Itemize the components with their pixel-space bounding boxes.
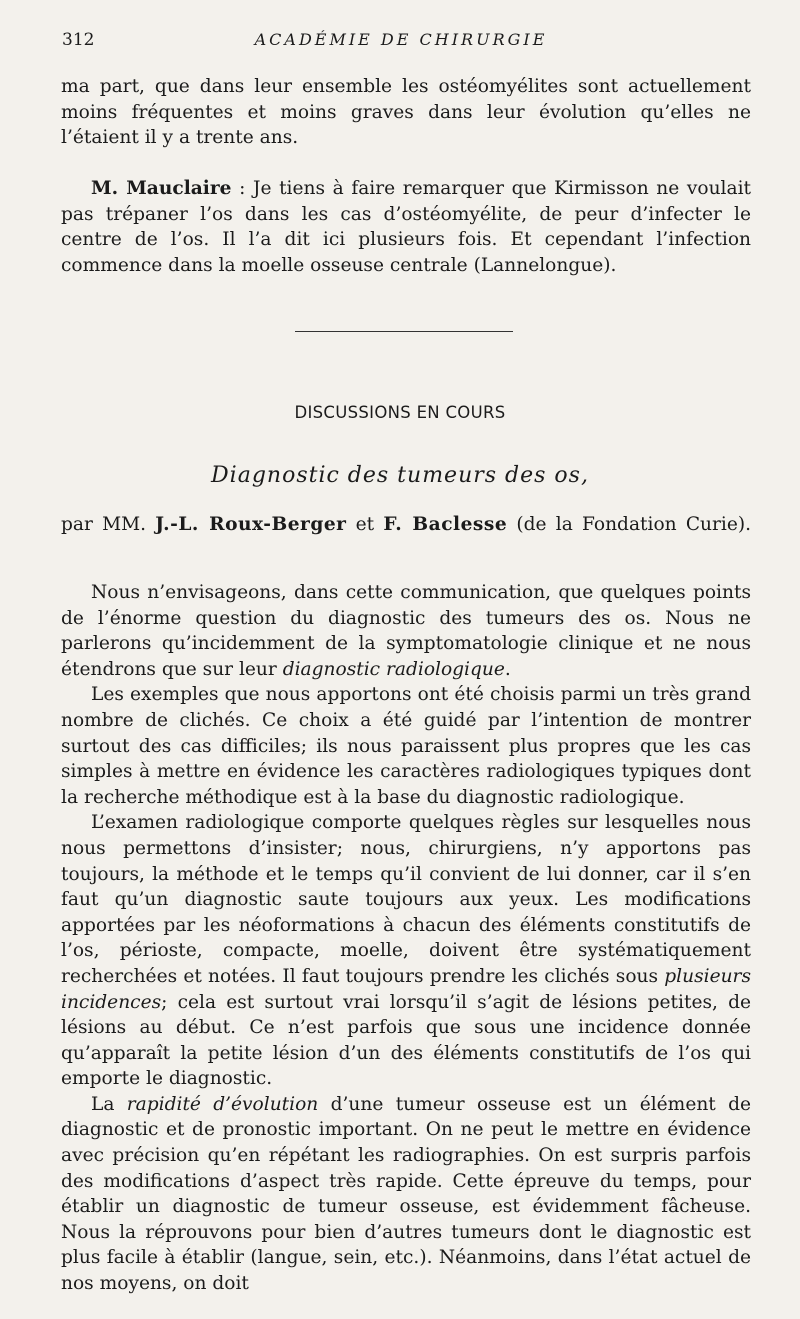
mauclaire-paragraph [61, 176, 751, 278]
affiliation: (de la Fondation Curie). [507, 514, 752, 535]
section-heading: DISCUSSIONS EN COURS [294, 403, 506, 422]
article-title: Diagnostic des tumeurs des os, [211, 463, 589, 488]
page-header [62, 30, 740, 54]
paragraph-1: Nous n’envisageons, dans cette communication, que quelques points de l’énorme question du diagnostic des tumeurs des os. Nous ne parlerons qu’incidemment de la symptomatologie clinique et ne nous étendrons que sur leur diagnostic radiologique. [61, 582, 751, 680]
intro-paragraph [61, 74, 751, 151]
author-2: F. Baclesse [383, 514, 508, 535]
paragraph-4: La rapidité d’évolution d’une tumeur osseuse est un élément de diagnostic et de pronostic important. On ne peut le mettre en évidence avec précision qu’en répétant les radiographies. On est surpris parfois des modifications d’aspect très rapide. Cette épreuve du temps, pour établir un diagnostic de tumeur osseuse, est évidemment fâcheuse. Nous la réprouvons pour bien d’autres tumeurs dont le diagnostic est plus facile à établir (langue, sein, etc.). Néanmoins, dans l’état actuel de nos moyens, on doit [61, 1093, 751, 1295]
emphasis-diagnostic: diagnostic radiologique [282, 658, 505, 680]
emphasis-incidences: plusieurs incidences [61, 965, 751, 1013]
section-divider [295, 331, 513, 332]
mauclaire-text: : Je tiens à faire remarquer que Kirmisson ne voulait pas trépaner l’os dans les cas d’ostéomyélite, de peur d’infecter le centre de l’os. Il l’a dit ici plusieurs fois. Et cependant l’infection commence dans la moelle osseuse centrale (Lannelongue). [61, 178, 751, 276]
paragraph-2: Les exemples que nous apportons ont été choisis parmi un très grand nombre de clichés. Ce choix a été guidé par l’intention de montrer surtout des cas difficiles; ils nous paraissent plus propres que les cas simples à mettre en évidence les caractères radiologiques typiques dont la recherche méthodique est à la base du diagnostic radiologique. [61, 684, 751, 808]
paragraph-3: L’examen radiologique comporte quelques règles sur lesquelles nous nous permettons d’insister; nous, chirurgiens, n’y apportons pas toujours, la méthode et le temps qu’il convient de lui donner, car il s’en faut qu’un diagnostic saute toujours aux yeux. Les modifications apportées par les néoformations à chacun des éléments constitutifs de l’os, périoste, compacte, moelle, doivent être systématiquement recherchées et notées. Il faut toujours prendre les clichés sous plusieurs incidences; cela est surtout vrai lorsqu’il s’agit de lésions petites, de lésions au début. Ce n’est parfois que sous une incidence donnée qu’apparaît la petite lésion d’un des éléments constitutifs de l’os qui emporte le diagnostic. [61, 812, 751, 1090]
and-word: et [346, 514, 384, 535]
article-body [61, 580, 751, 1297]
emphasis-rapidite: rapidité d’évolution [126, 1093, 319, 1115]
author-1: J.-L. Roux-Berger [155, 514, 347, 535]
speaker-name: M. Mauclaire [91, 178, 232, 199]
page-number: 312 [62, 30, 95, 50]
running-title: ACADÉMIE DE CHIRURGIE [254, 30, 548, 49]
intro-text: ma part, que dans leur ensemble les ostéomyélites sont actuellement moins fréquentes et moins graves dans leur évolution qu’elles ne l’étaient il y a trente ans. [61, 76, 751, 149]
article-authors [61, 512, 751, 538]
by-prefix: par MM. [61, 514, 156, 535]
